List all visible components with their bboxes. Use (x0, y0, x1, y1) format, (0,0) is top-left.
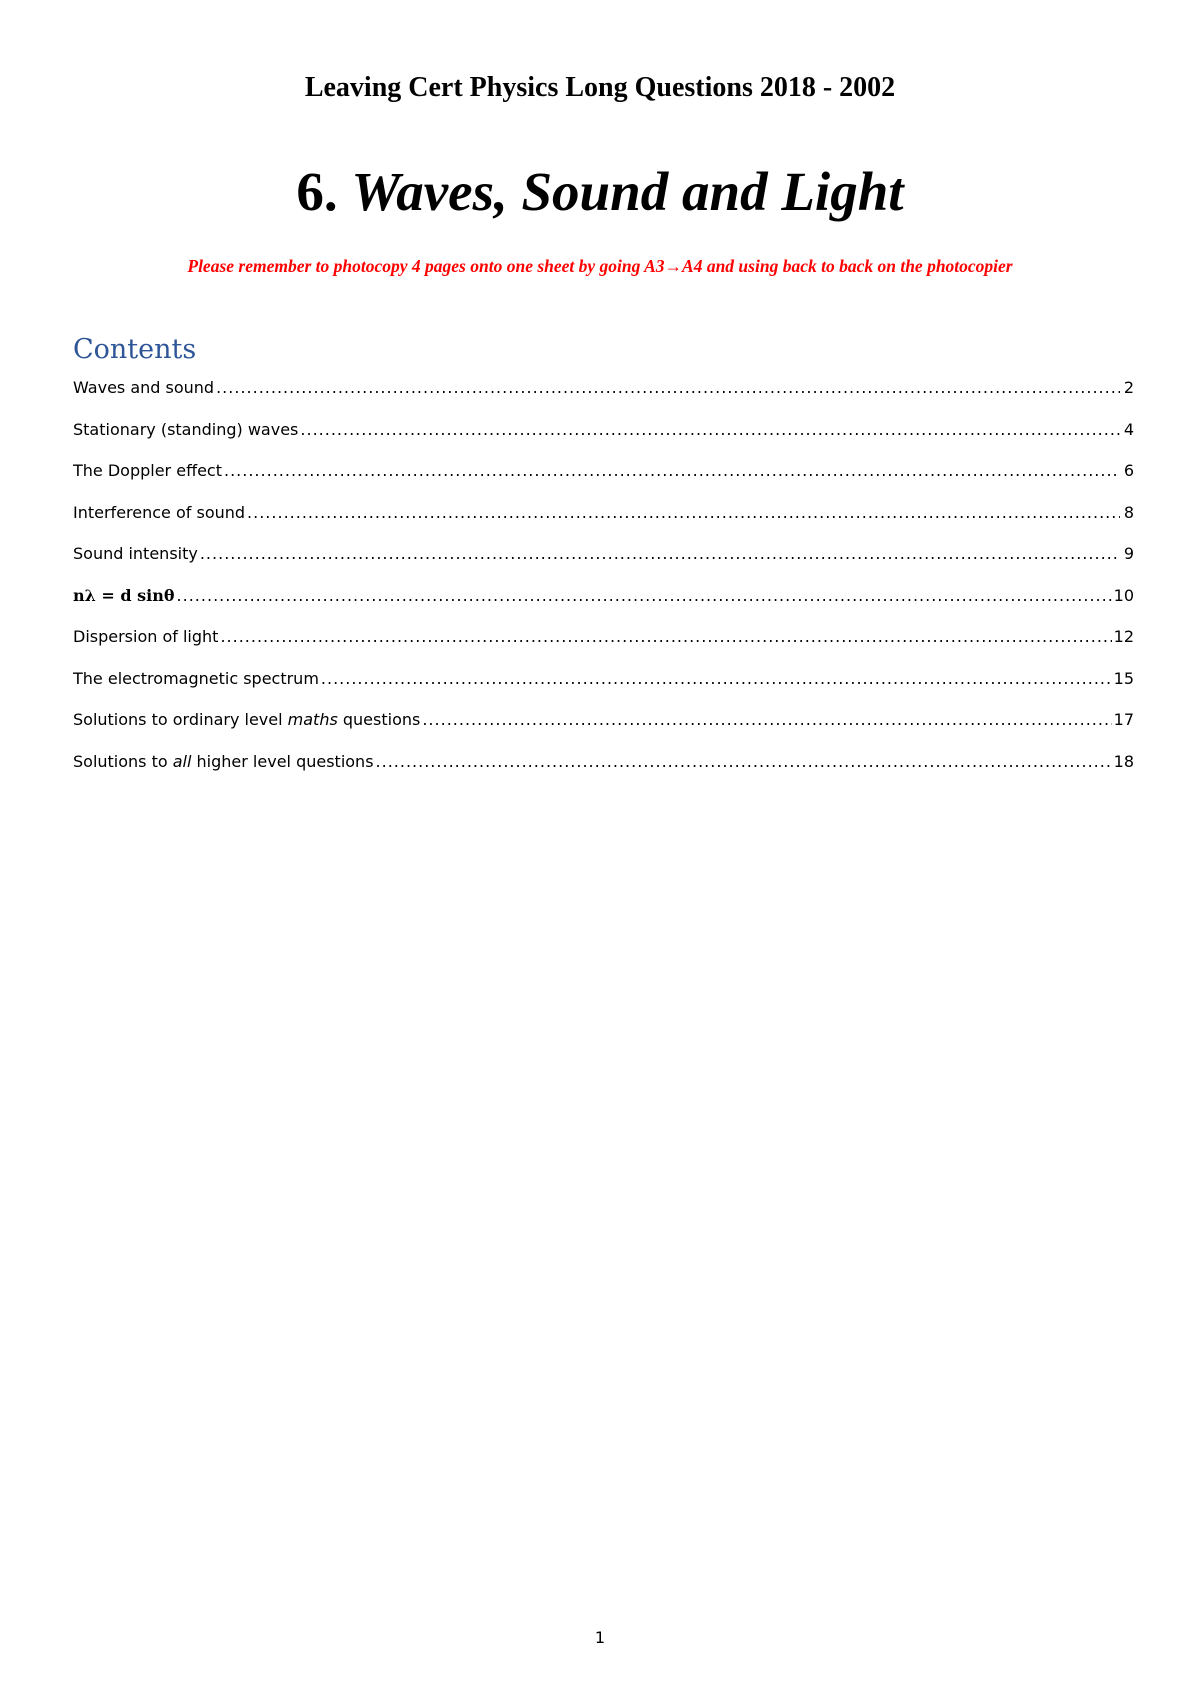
toc-entry-label: Dispersion of light (73, 627, 219, 646)
toc-leader-dots (376, 752, 1112, 771)
toc-label-emphasis: all (172, 751, 192, 771)
toc-leader-dots (321, 669, 1112, 688)
toc-entry-page: 2 (1123, 378, 1134, 397)
toc-leader-dots (224, 461, 1120, 480)
toc-entry-page: 17 (1113, 710, 1134, 729)
toc-entry[interactable] (73, 586, 1134, 628)
toc-leader-dots (216, 378, 1120, 397)
toc-entry-page: 6 (1123, 461, 1134, 480)
toc-label-emphasis: maths (287, 710, 338, 729)
toc-leader-dots (200, 544, 1120, 563)
toc-entry[interactable] (73, 627, 1134, 669)
toc-entry[interactable] (73, 752, 1134, 794)
toc-entry-page: 18 (1113, 751, 1134, 771)
toc-entry[interactable] (73, 503, 1134, 545)
chapter-name: Waves, Sound and Light (351, 161, 904, 222)
toc-label-text: higher level questions (191, 751, 374, 771)
toc-entry-page: 9 (1123, 544, 1134, 563)
toc-entry-page: 4 (1123, 419, 1134, 439)
chapter-heading (0, 162, 1200, 223)
toc-entry-label: Waves and sound (73, 378, 215, 397)
toc-entry-label (73, 710, 420, 729)
document-title: Leaving Cert Physics Long Questions 2018 - 2002 (304, 72, 896, 103)
toc-entry-page: 15 (1113, 668, 1134, 688)
toc-label-text: Solutions to ordinary level (73, 710, 288, 729)
photocopy-note: Please remember to photocopy 4 pages onto one sheet by going A3→A4 and using back to back on the photocopier (187, 256, 1013, 276)
toc-leader-dots (177, 586, 1112, 605)
toc-entry[interactable] (73, 669, 1134, 711)
toc-entry-page: 12 (1113, 627, 1134, 646)
toc-entry[interactable] (73, 420, 1134, 462)
contents-heading: Contents (73, 334, 197, 365)
toc-entry[interactable] (73, 544, 1134, 586)
toc-leader-dots (220, 627, 1111, 646)
toc-entry[interactable] (73, 378, 1134, 420)
toc-label-text: Solutions to (73, 751, 173, 771)
toc-entry-page: 8 (1123, 502, 1134, 522)
toc-entry-label: Interference of sound (73, 502, 246, 522)
toc-entry[interactable] (73, 710, 1134, 752)
toc-entry-label: The Doppler effect (73, 461, 222, 480)
toc-leader-dots (422, 710, 1111, 729)
toc-entry-label: The electromagnetic spectrum (73, 668, 319, 688)
toc-entry-label (73, 752, 374, 771)
toc-entry-label: Sound intensity (73, 544, 198, 563)
chapter-number: 6. (296, 161, 338, 222)
page-number: 1 (594, 1628, 606, 1647)
toc-leader-dots (247, 503, 1120, 522)
table-of-contents (73, 378, 1134, 793)
toc-label-text: questions (337, 710, 421, 729)
toc-leader-dots (300, 420, 1120, 439)
toc-entry-label: Stationary (standing) waves (73, 419, 299, 439)
toc-entry-page: 10 (1113, 585, 1134, 605)
toc-entry-label: nλ = d sinθ (73, 585, 175, 605)
toc-entry[interactable] (73, 461, 1134, 503)
